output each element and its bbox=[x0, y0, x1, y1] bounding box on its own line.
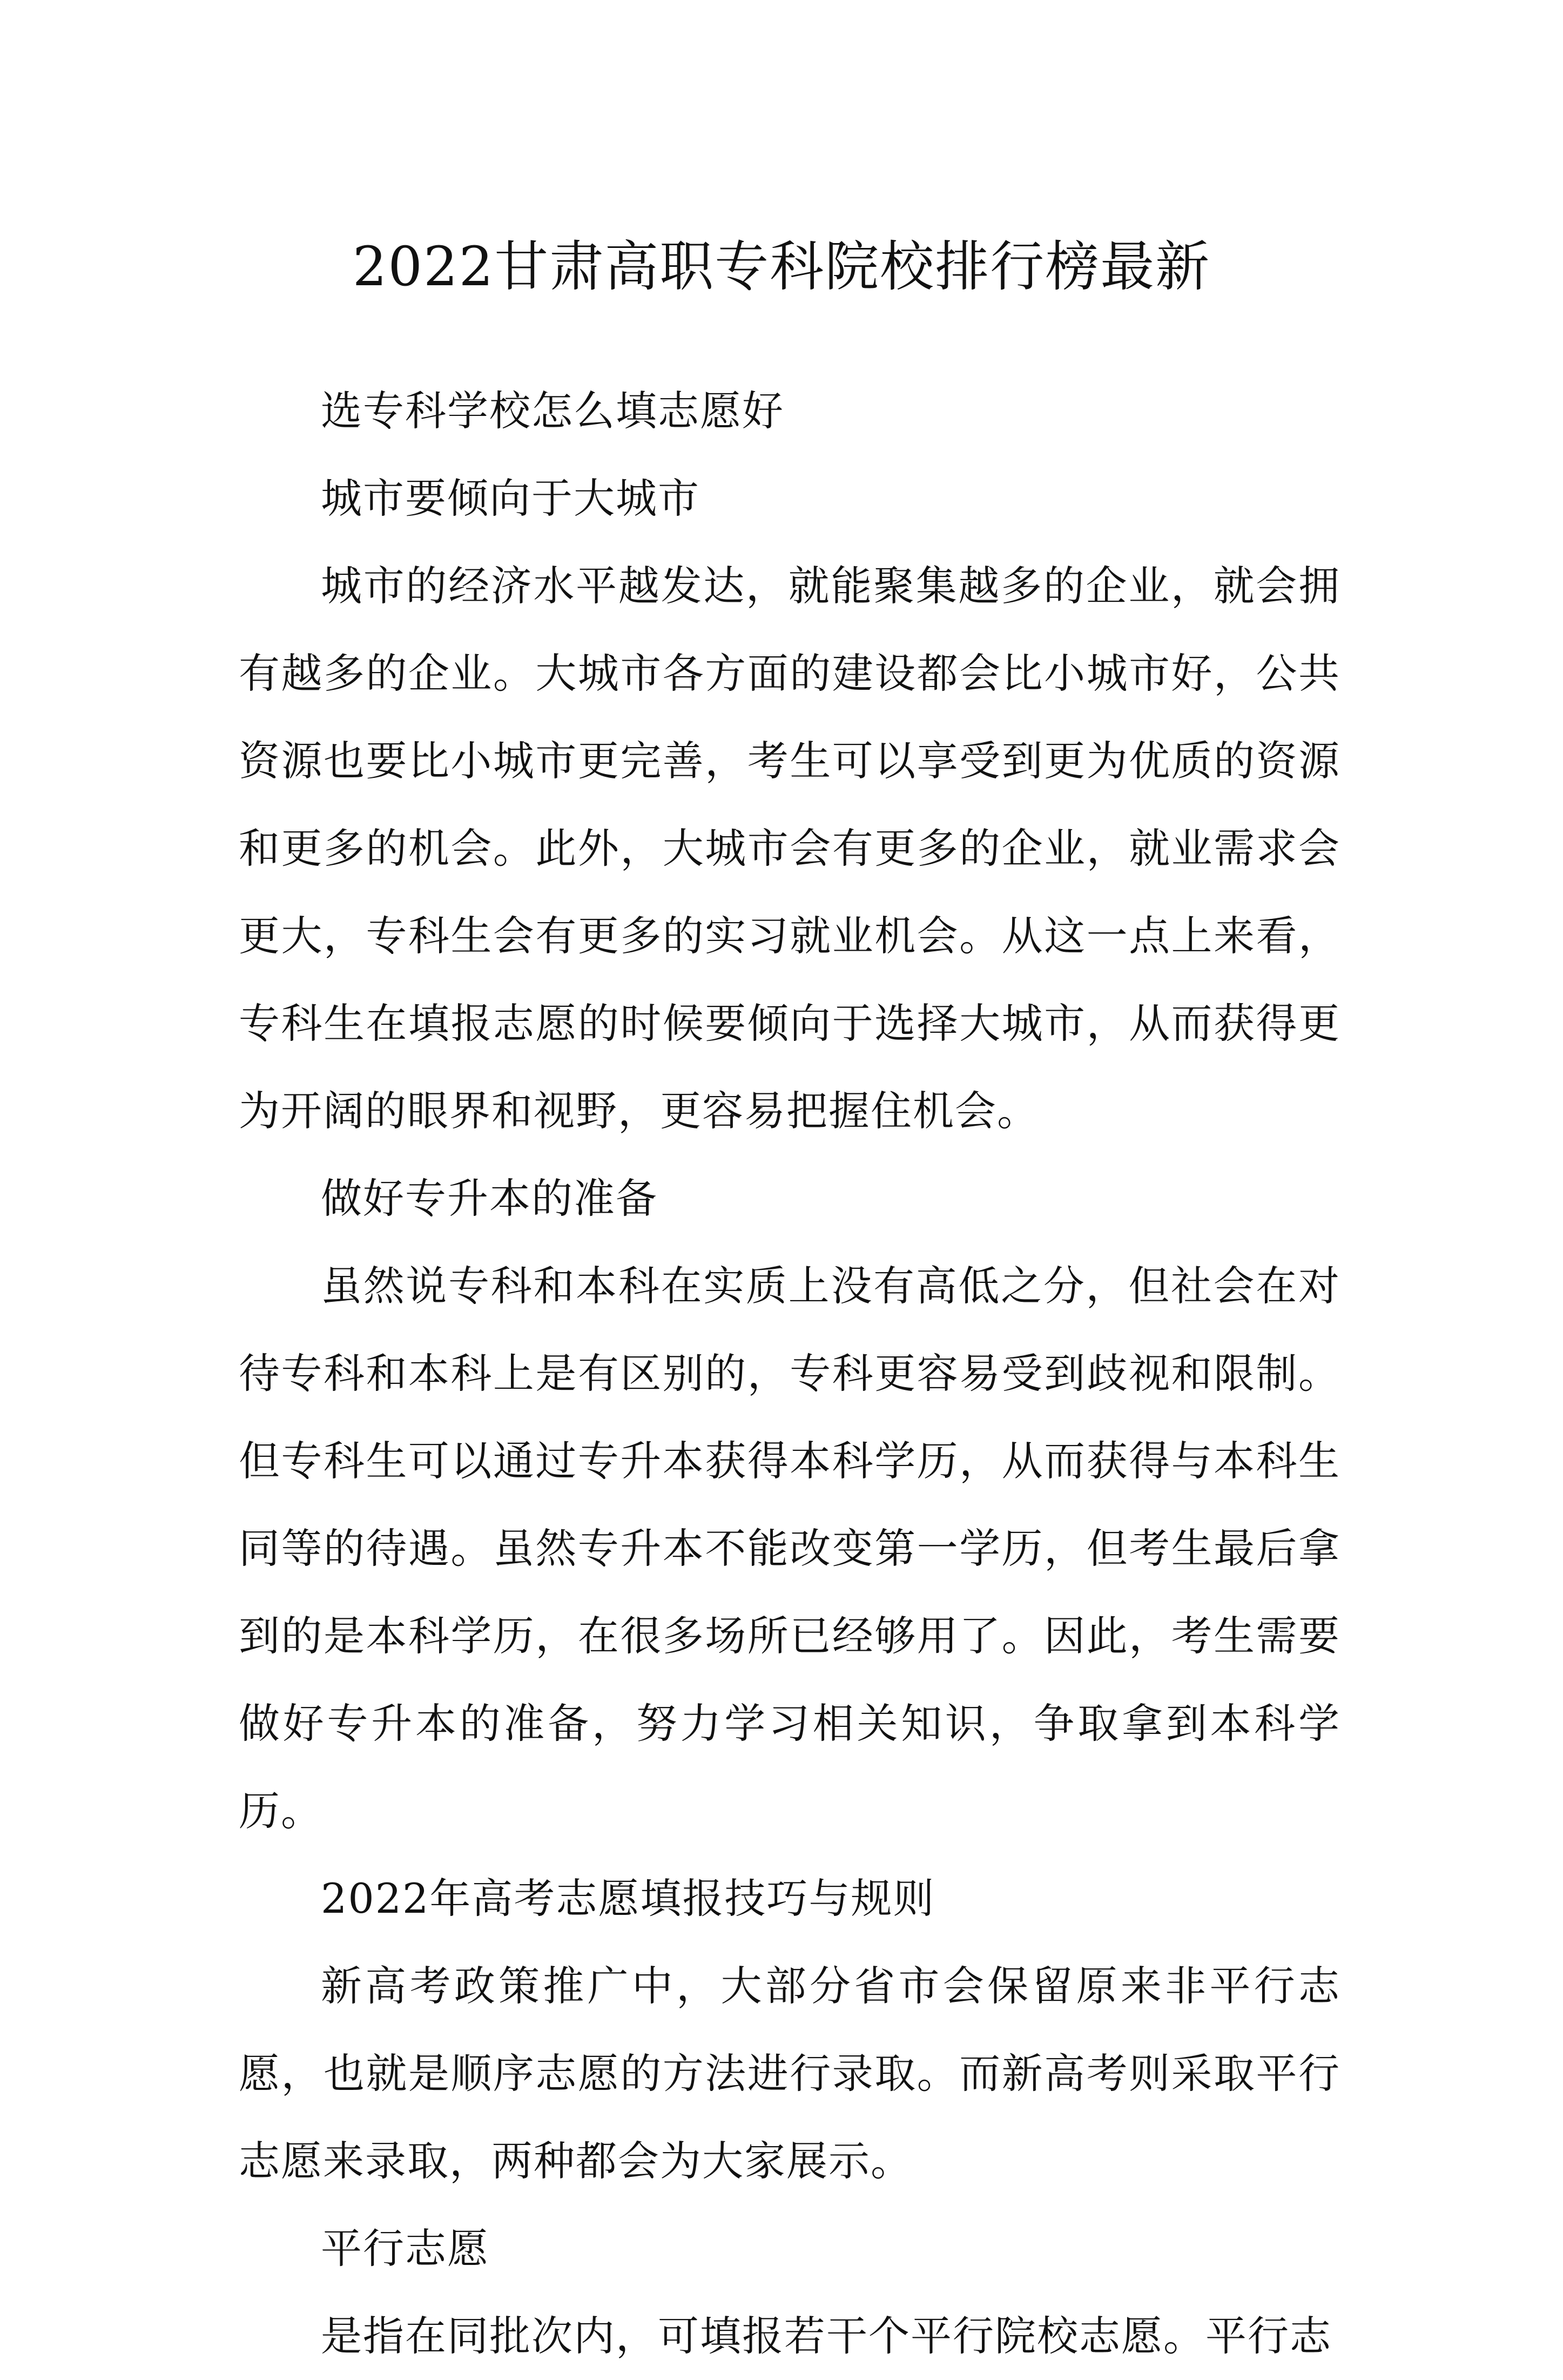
section-heading: 选专科学校怎么填志愿好 bbox=[321, 387, 784, 435]
section-heading: 城市要倾向于大城市 bbox=[321, 474, 700, 522]
body-paragraph: 是指在同批次内，可填报若干个平行院校志愿。平行志 bbox=[321, 2312, 1332, 2360]
body-paragraph: 城市的经济水平越发达，就能聚集越多的企业，就会拥有越多的企业。大城市各方面的建设都会比小城市好，公共资源也要比小城市更完善，考生可以享受到更为优质的资源和更多的机会。此外，大城市会有更多的企业，就业需求会更大，专科生会有更多的实习就业机会。从这一点上来看，专科生在填报志愿的时候要倾向于选择大城市，从而获得更为开阔的眼界和视野，更容易把握住机会。 bbox=[239, 562, 1340, 1135]
section-heading: 平行志愿 bbox=[321, 2224, 489, 2273]
document-body bbox=[239, 367, 1340, 2380]
document-title: 2022甘肃高职专科院校排行榜最新 bbox=[352, 235, 1211, 298]
section-heading: 做好专升本的准备 bbox=[321, 1174, 658, 1222]
body-paragraph: 新高考政策推广中，大部分省市会保留原来非平行志愿，也就是顺序志愿的方法进行录取。而新高考则采取平行志愿来录取，两种都会为大家展示。 bbox=[239, 1962, 1340, 2185]
section-heading: 2022年高考志愿填报技巧与规则 bbox=[321, 1874, 935, 1922]
body-paragraph: 虽然说专科和本科在实质上没有高低之分，但社会在对待专科和本科上是有区别的，专科更容易受到歧视和限制。但专科生可以通过专升本获得本科学历，从而获得与本科生同等的待遇。虽然专升本不能改变第一学历，但考生最后拿到的是本科学历，在很多场所已经够用了。因此，考生需要做好专升本的准备，努力学习相关知识，争取拿到本科学历。 bbox=[239, 1262, 1340, 1835]
